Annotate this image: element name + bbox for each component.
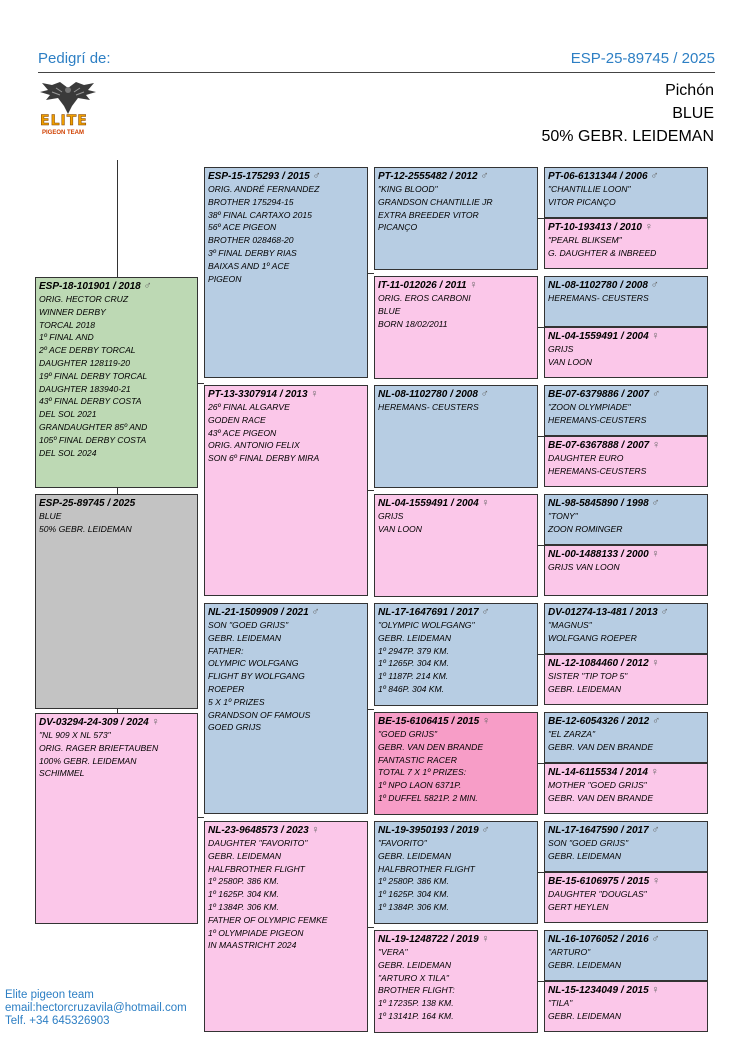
ring-text: ESP-15-175293 / 2015 [208,171,310,182]
ring-number [548,715,704,728]
ring-number [378,497,534,510]
ring-number [39,497,194,510]
pigeon-info-line: FANTASTIC RACER [378,754,457,765]
pigeon-info-line: BROTHER FLIGHT: [378,985,455,996]
pigeon-color: BLUE [672,105,714,122]
ring-text: NL-98-5845890 / 1998 [548,498,649,509]
pigeon-card-g14 [544,872,708,923]
pigeon-info-line: DAUGHTER EURO [548,453,624,463]
pigeon-info-line: 1º 2580P. 386 KM. [208,876,279,887]
ring-text: PT-10-193413 / 2010 [548,222,642,233]
ring-number [39,280,194,293]
pigeon-info-line: GOED GRIJS [208,722,262,733]
pigeon-info-line: GODEN RACE [208,414,266,425]
pigeon-info-line: FATHER OF OLYMPIC FEMKE [208,914,328,925]
pigeon-info-line: "GOED GRIJS" [378,729,438,739]
pigeon-info-line: "TILA" [548,998,573,1008]
pigeon-info-line: "OLYMPIC WOLFGANG" [378,620,475,630]
female-icon: ♀ [651,875,661,887]
pigeon-info-line: GEBR. LEIDEMAN [548,1010,622,1021]
ring-number [548,388,704,401]
male-icon: ♂ [481,824,490,836]
pigeon-info-line: GERT HEYLEN [548,901,609,912]
pigeon-info-line: HEREMANS-CEUSTERS [548,465,647,476]
pigeon-card-g13 [544,821,708,872]
ring-text: NL-08-1102780 / 2008 [548,280,648,291]
pigeon-info-line: 26º FINAL ALGARVE [208,402,290,412]
ring-text: BE-12-6054326 / 2012 [548,716,650,727]
ring-text: NL-15-1234049 / 2015 [548,985,649,996]
ring-text: NL-23-9648573 / 2023 [208,825,309,836]
pigeon-card-ssd [374,276,538,379]
pigeon-info-line: "FAVORITO" [378,838,427,848]
pigeon-card-g12 [544,763,708,814]
ring-text: PT-06-6131344 / 2006 [548,171,648,182]
pigeon-info-line: BLUE [378,305,401,316]
pigeon-info-line: VAN LOON [548,356,592,367]
ring-text: NL-21-1509909 / 2021 [208,607,309,618]
header-divider [38,72,715,73]
pigeon-card-g16 [544,981,708,1032]
pigeon-info-line: FATHER: [208,645,244,656]
ring-text: NL-14-6115534 / 2014 [548,767,648,778]
footer-email[interactable]: email:hectorcruzavila@hotmail.com [5,1002,187,1014]
pigeon-info-line: 1º 17235P. 138 KM. [378,998,454,1009]
male-icon: ♂ [481,606,490,618]
ring-number [208,824,364,837]
female-icon: ♀ [651,330,660,342]
pigeon-info-line: GEBR. VAN DEN BRANDE [548,792,654,803]
pigeon-info-line: GEBR. LEIDEMAN [378,959,452,970]
pigeon-info-line: "CHANTILLIE LOON" [548,184,631,194]
ring-number [208,606,364,619]
connector-line [368,709,374,710]
ring-text: BE-07-6379886 / 2007 [548,389,650,400]
pigeon-info-line: "EL ZARZA" [548,729,596,739]
pigeon-card-sdd [374,494,538,597]
female-icon: ♀ [651,984,660,996]
male-icon: ♂ [651,497,660,509]
ring-text: NL-00-1488133 / 2000 [548,549,649,560]
male-icon: ♂ [311,606,320,618]
male-icon: ♂ [651,933,660,945]
ring-number [378,606,534,619]
male-icon: ♂ [651,824,660,836]
pigeon-info-line: PICANÇO [378,222,418,233]
ring-number [378,933,534,946]
pigeon-info-line: 1º 2580P. 386 KM. [378,876,449,887]
pigeon-info-line: GRANDSON OF FAMOUS [208,709,311,720]
connector-line [368,273,374,274]
ring-number [548,279,704,292]
pigeon-card-g15 [544,930,708,981]
pigeon-breed: 50% GEBR. LEIDEMAN [541,128,714,145]
pigeon-info-line: "ARTURO X TILA" [378,972,449,983]
female-icon: ♀ [310,388,319,400]
pigeon-card-ds [204,603,368,814]
pigeon-info-line: 1º 1384P. 306 KM. [378,901,449,912]
ring-text: NL-16-1076052 / 2016 [548,934,649,945]
ring-number [378,388,534,401]
pigeon-info-line: GEBR. VAN DEN BRANDE [378,741,484,752]
ring-number [548,824,704,837]
pigeon-info-line: SISTER "TIP TOP 5" [548,671,628,681]
ring-number [548,221,704,234]
pigeon-info-line: HEREMANS- CEUSTERS [378,402,479,412]
pigeon-info-line: SON "GOED GRIJS" [208,620,289,630]
pigeon-info-line: GEBR. LEIDEMAN [378,850,452,861]
ring-text: NL-04-1559491 / 2004 [378,498,479,509]
ring-number [548,439,704,452]
ring-number [548,933,704,946]
pigeon-info-line: GEBR. LEIDEMAN [378,632,452,643]
ring-text: BE-07-6367888 / 2007 [548,440,650,451]
female-icon: ♀ [651,439,661,451]
pigeon-card-dd [204,821,368,1032]
pigeon-info-line: "NL 909 X NL 573" [39,730,111,740]
pigeon-info-line: "MAGNUS" [548,620,592,630]
pigeon-info-line: ORIG. HECTOR CRUZ [39,294,129,304]
male-icon: ♂ [312,170,321,182]
pigeon-card-g6 [544,436,708,487]
pigeon-info-line: HEREMANS- CEUSTERS [548,293,649,303]
pigeon-info-line: OLYMPIC WOLFGANG [208,658,299,669]
pigeon-info-line: ORIG. EROS CARBONI [378,293,471,303]
female-icon: ♀ [481,933,490,945]
pigeon-info-line: GRIJS [378,511,404,521]
pigeon-info-line: "VERA" [378,947,408,957]
pigeon-info-line: 1º FINAL AND [39,332,94,343]
female-icon: ♀ [651,548,660,560]
pigeon-info-line: GRANDSON CHANTILLIE JR [378,196,493,207]
pigeon-info-line: 56º ACE PIGEON [208,222,277,233]
pigeon-info-line: DAUGHTER "FAVORITO" [208,838,308,848]
female-icon: ♀ [469,279,478,291]
pigeon-card-dsd [374,712,538,815]
ring-number [39,716,194,729]
ring-number [548,875,704,888]
pigeon-card-g2 [544,218,708,269]
pigeon-info-line: EXTRA BREEDER VITOR [378,209,479,220]
pigeon-info-line: BAIXAS AND 1º ACE [208,260,290,271]
pigeon-card-g8 [544,545,708,596]
logo-brand: ELITE [40,113,88,129]
pigeon-info-line: 105º FINAL DERBY COSTA [39,434,147,445]
pigeon-info-line: 100% GEBR. LEIDEMAN [39,755,137,766]
pigeon-info-line: WINNER DERBY [39,306,106,317]
male-icon: ♂ [650,279,659,291]
pigeon-info-line: GRANDAUGHTER 85º AND [39,421,148,432]
pigeon-info-line: TORCAL 2018 [39,319,96,330]
pigeon-info-line: ORIG. RAGER BRIEFTAUBEN [39,742,159,753]
ring-number [378,170,534,183]
pigeon-info-line: 1º 1384P. 306 KM. [208,901,279,912]
ring-text: NL-08-1102780 / 2008 [378,389,478,400]
pigeon-info-line: BLUE [39,511,62,521]
male-icon: ♂ [651,388,661,400]
connector-line [198,383,204,384]
ring-text: NL-17-1647590 / 2017 [548,825,649,836]
pigeon-info-line: 2º ACE DERBY TORCAL [39,345,136,356]
pigeon-info-line: "PEARL BLIKSEM" [548,235,622,245]
pigeon-info-line: ROEPER [208,683,245,694]
pigeon-info-line: SON "GOED GRIJS" [548,838,629,848]
footer-team-name: Elite pigeon team [5,989,94,1001]
eagle-icon [38,80,98,116]
ring-number [548,497,704,510]
ring-number [378,715,534,728]
ring-text: NL-04-1559491 / 2004 [548,331,649,342]
pigeon-info-line: GRIJS [548,344,574,354]
pigeon-info-line: 1º 2947P. 379 KM. [378,645,449,656]
pigeon-info-line: 3º FINAL DERBY RIAS [208,247,297,258]
pigeon-info-line: 38º FINAL CARTAXO 2015 [208,209,312,220]
pigeon-info-line: 19º FINAL DERBY TORCAL [39,370,148,381]
female-icon: ♀ [481,715,491,727]
pigeon-info-line: 1º 1625P. 304 KM. [208,889,279,900]
pigeon-card-sss [374,167,538,270]
pigeon-info-line: IN MAASTRICHT 2024 [208,940,297,951]
pigeon-card-dds [374,821,538,924]
ring-number [208,388,364,401]
pigeon-info-line: ZOON ROMINGER [548,523,623,534]
ring-number [548,548,704,561]
pigeon-card-ss [204,167,368,378]
ring-text: ESP-25-89745 / 2025 [39,498,136,509]
connector-line [117,160,118,277]
pigeon-info-line: GEBR. LEIDEMAN [548,683,622,694]
ring-text: NL-12-1084460 / 2012 [548,658,649,669]
pigeon-info-line: BROTHER 028468-20 [208,235,294,246]
ring-number [208,170,364,183]
pigeon-info-line: DAUGHTER "DOUGLAS" [548,889,647,899]
ring-text: DV-03294-24-309 / 2024 [39,717,149,728]
connector-line [368,490,374,491]
pigeon-info-line: HALFBROTHER FLIGHT [208,863,305,874]
pigeon-info-line: SCHIMMEL [39,768,85,779]
pigeon-card-g3 [544,276,708,327]
pigeon-info-line: GEBR. LEIDEMAN [208,632,282,643]
header-ring-number: ESP-25-89745 / 2025 [570,50,715,67]
pigeon-info-line: BORN 18/02/2011 [378,318,448,329]
pigeon-info-line: 1º 1187P. 214 KM. [378,671,449,682]
ring-text: BE-15-6106975 / 2015 [548,876,650,887]
ring-number [378,824,534,837]
pigeon-info-line: "ARTURO" [548,947,591,957]
pigeon-info-line: "ZOON OLYMPIADE" [548,402,631,412]
ring-text: BE-15-6106415 / 2015 [378,716,480,727]
elite-logo [38,80,98,140]
pigeon-info-line: 5 X 1º PRIZES [208,696,265,707]
pigeon-info-line: GEBR. LEIDEMAN [548,959,622,970]
pigeon-info-line: DEL SOL 2021 [39,409,97,420]
ring-text: PT-13-3307914 / 2013 [208,389,308,400]
pigeon-info-line: DAUGHTER 183940-21 [39,383,131,394]
female-icon: ♀ [481,497,490,509]
pigeon-info-line: 1º 13141P. 164 KM. [378,1010,454,1021]
pigeon-info-line: 1º DUFFEL 5821P. 2 MIN. [378,792,478,803]
pigeon-card-g11 [544,712,708,763]
male-icon: ♂ [480,170,489,182]
ring-text: NL-17-1647691 / 2017 [378,607,479,618]
pigeon-info-line: 50% GEBR. LEIDEMAN [39,523,132,534]
female-icon: ♀ [151,716,160,728]
pigeon-info-line: 1º OLYMPIADE PIGEON [208,927,304,938]
pigeon-info-line: GRIJS VAN LOON [548,562,620,572]
pigeon-card-dss [374,603,538,706]
connector-line [368,927,374,928]
male-icon: ♂ [651,715,661,727]
ring-number [548,766,704,779]
pigeon-info-line: ORIG. ANDRÉ FERNANDEZ [208,184,320,194]
pigeon-info-line: MOTHER "GOED GRIJS" [548,780,647,790]
pigeon-card-g1 [544,167,708,218]
ring-text: PT-12-2555482 / 2012 [378,171,478,182]
pigeon-card-sds [374,385,538,488]
pigeon-info-line: GEBR. LEIDEMAN [548,850,622,861]
pigeon-info-line: GEBR. LEIDEMAN [208,850,282,861]
ring-text: NL-19-1248722 / 2019 [378,934,479,945]
male-icon: ♂ [143,280,152,292]
pigeon-card-g7 [544,494,708,545]
pigeon-card-g4 [544,327,708,378]
ring-text: NL-19-3950193 / 2019 [378,825,479,836]
pigeon-info-line: 1º 1625P. 304 KM. [378,889,449,900]
pigeon-info-line: SON 6º FINAL DERBY MIRA [208,453,320,464]
pigeon-info-line: HALFBROTHER FLIGHT [378,863,475,874]
pigeon-info-line: BROTHER 175294-15 [208,196,294,207]
ring-number [548,657,704,670]
ring-number [548,606,704,619]
pigeon-card-dam [35,713,198,924]
male-icon: ♂ [480,388,489,400]
pigeon-info-line: WOLFGANG ROEPER [548,632,637,643]
pigeon-info-line: DEL SOL 2024 [39,447,97,458]
female-icon: ♀ [311,824,320,836]
pigeon-info-line: "TONY" [548,511,578,521]
male-icon: ♂ [650,170,659,182]
footer-phone: Telf. +34 645326903 [5,1015,110,1027]
pigeon-info-line: VITOR PICANÇO [548,196,616,207]
pigeon-info-line: GEBR. VAN DEN BRANDE [548,741,654,752]
pigeon-info-line: 1º NPO LAON 6371P. [378,780,462,791]
pigeon-info-line: VAN LOON [378,523,422,534]
pigeon-card-g9 [544,603,708,654]
pigeon-info-line: G. DAUGHTER & INBREED [548,247,657,258]
pigeon-info-line: HEREMANS-CEUSTERS [548,414,647,425]
pigeon-info-line: ORIG. ANTONIO FELIX [208,440,300,451]
female-icon: ♀ [651,657,660,669]
pigeon-card-ddd [374,930,538,1033]
pigeon-info-line: PIGEON [208,273,242,284]
pigeon-card-subject [35,494,198,709]
pigeon-info-line: 43º ACE PIGEON [208,427,277,438]
pigeon-info-line: 1º 846P. 304 KM. [378,683,445,694]
pigeon-info-line: TOTAL 7 X 1º PRIZES: [378,767,467,778]
female-icon: ♀ [644,221,653,233]
logo-subtitle: PIGEON TEAM [42,130,85,136]
ring-number [548,330,704,343]
ring-text: DV-01274-13-481 / 2013 [548,607,658,618]
pigeon-type: Pichón [665,82,714,99]
ring-number [378,279,534,292]
pigeon-info-line: 1º 1265P. 304 KM. [378,658,449,669]
pedigree-label: Pedigrí de: [38,50,111,67]
pigeon-info-line: 43º FINAL DERBY COSTA [39,396,142,407]
ring-number [548,170,704,183]
female-icon: ♀ [650,766,659,778]
ring-text: ESP-18-101901 / 2018 [39,281,141,292]
pigeon-card-sire [35,277,198,488]
pigeon-card-sd [204,385,368,596]
pigeon-info-line: DAUGHTER 128119-20 [39,357,131,368]
male-icon: ♂ [660,606,669,618]
ring-text: IT-11-012026 / 2011 [378,280,467,291]
ring-number [548,984,704,997]
pigeon-info-line: "KING BLOOD" [378,184,438,194]
pigeon-info-line: FLIGHT BY WOLFGANG [208,671,305,682]
connector-line [198,817,204,818]
pigeon-card-g5 [544,385,708,436]
pigeon-card-g10 [544,654,708,705]
